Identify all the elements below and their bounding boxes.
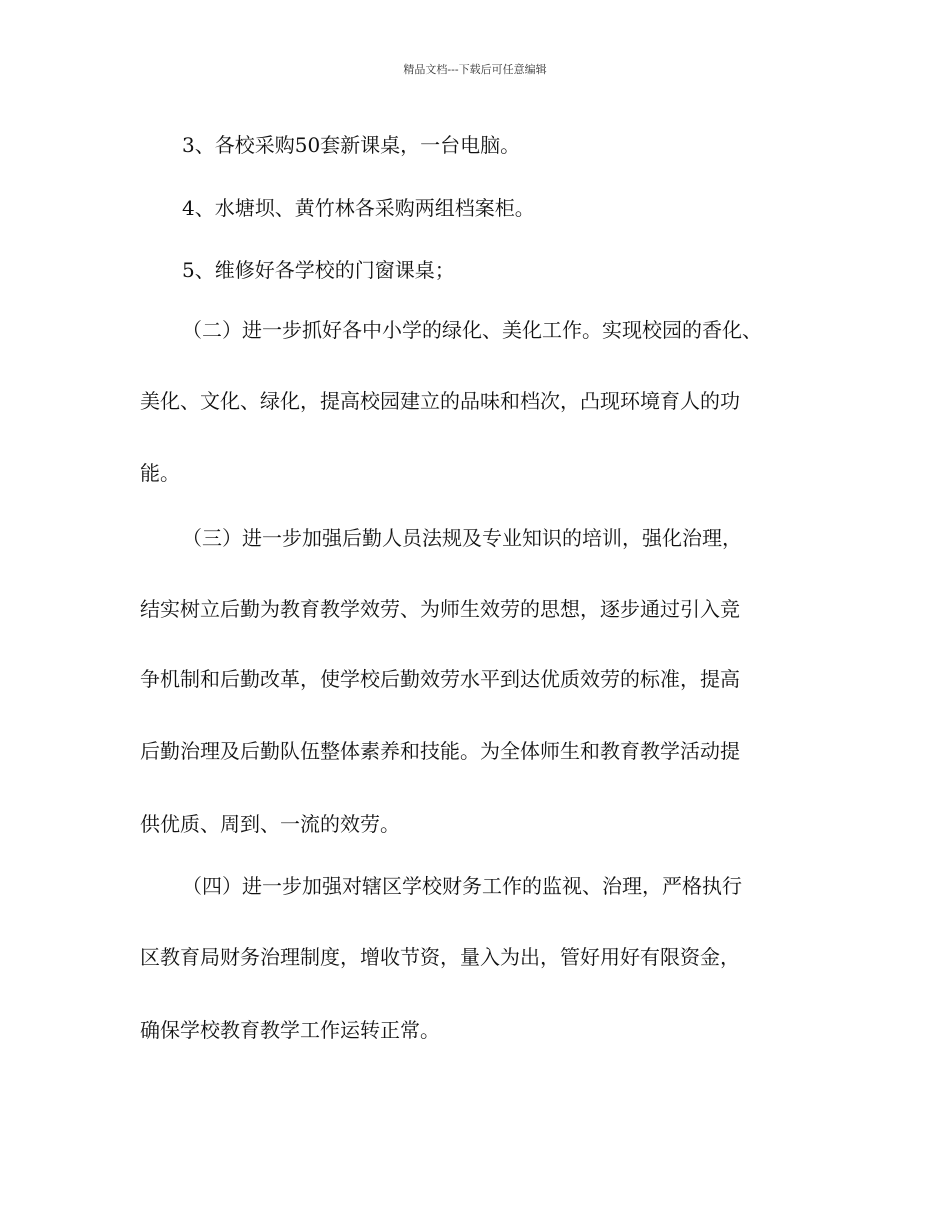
section-two-line-2: 美化、文化、绿化，提高校园建立的品味和档次，凸现环境育人的功	[140, 389, 740, 413]
section-two-line-1: （二）进一步抓好各中小学的绿化、美化工作。实现校园的香化、	[182, 318, 762, 342]
section-three-line-1: （三）进一步加强后勤人员法规及专业知识的培训，强化治理，	[182, 526, 742, 550]
section-three-line-5: 供优质、周到、一流的效劳。	[140, 812, 400, 836]
section-four-line-1: （四）进一步加强对辖区学校财务工作的监视、治理，严格执行	[182, 874, 742, 898]
section-four-line-2: 区教育局财务治理制度，增收节资，量入为出，管好用好有限资金，	[140, 945, 740, 969]
section-three-line-4: 后勤治理及后勤队伍整体素养和技能。为全体师生和教育教学活动提	[140, 739, 740, 763]
section-two-line-3: 能。	[140, 461, 180, 485]
list-item-3: 3、各校采购50套新课桌，一台电脑。	[182, 133, 521, 157]
section-three-line-3: 争机制和后勤改革，使学校后勤效劳水平到达优质效劳的标准，提高	[140, 667, 740, 691]
section-three-line-2: 结实树立后勤为教育教学效劳、为师生效劳的思想，逐步通过引入竞	[140, 597, 740, 621]
list-item-5: 5、维修好各学校的门窗课桌；	[182, 258, 455, 282]
section-four-line-3: 确保学校教育教学工作运转正常。	[140, 1018, 440, 1042]
list-item-4: 4、水塘坝、黄竹林各采购两组档案柜。	[182, 196, 535, 220]
page-header: 精品文档---下载后可任意编辑	[403, 63, 547, 76]
